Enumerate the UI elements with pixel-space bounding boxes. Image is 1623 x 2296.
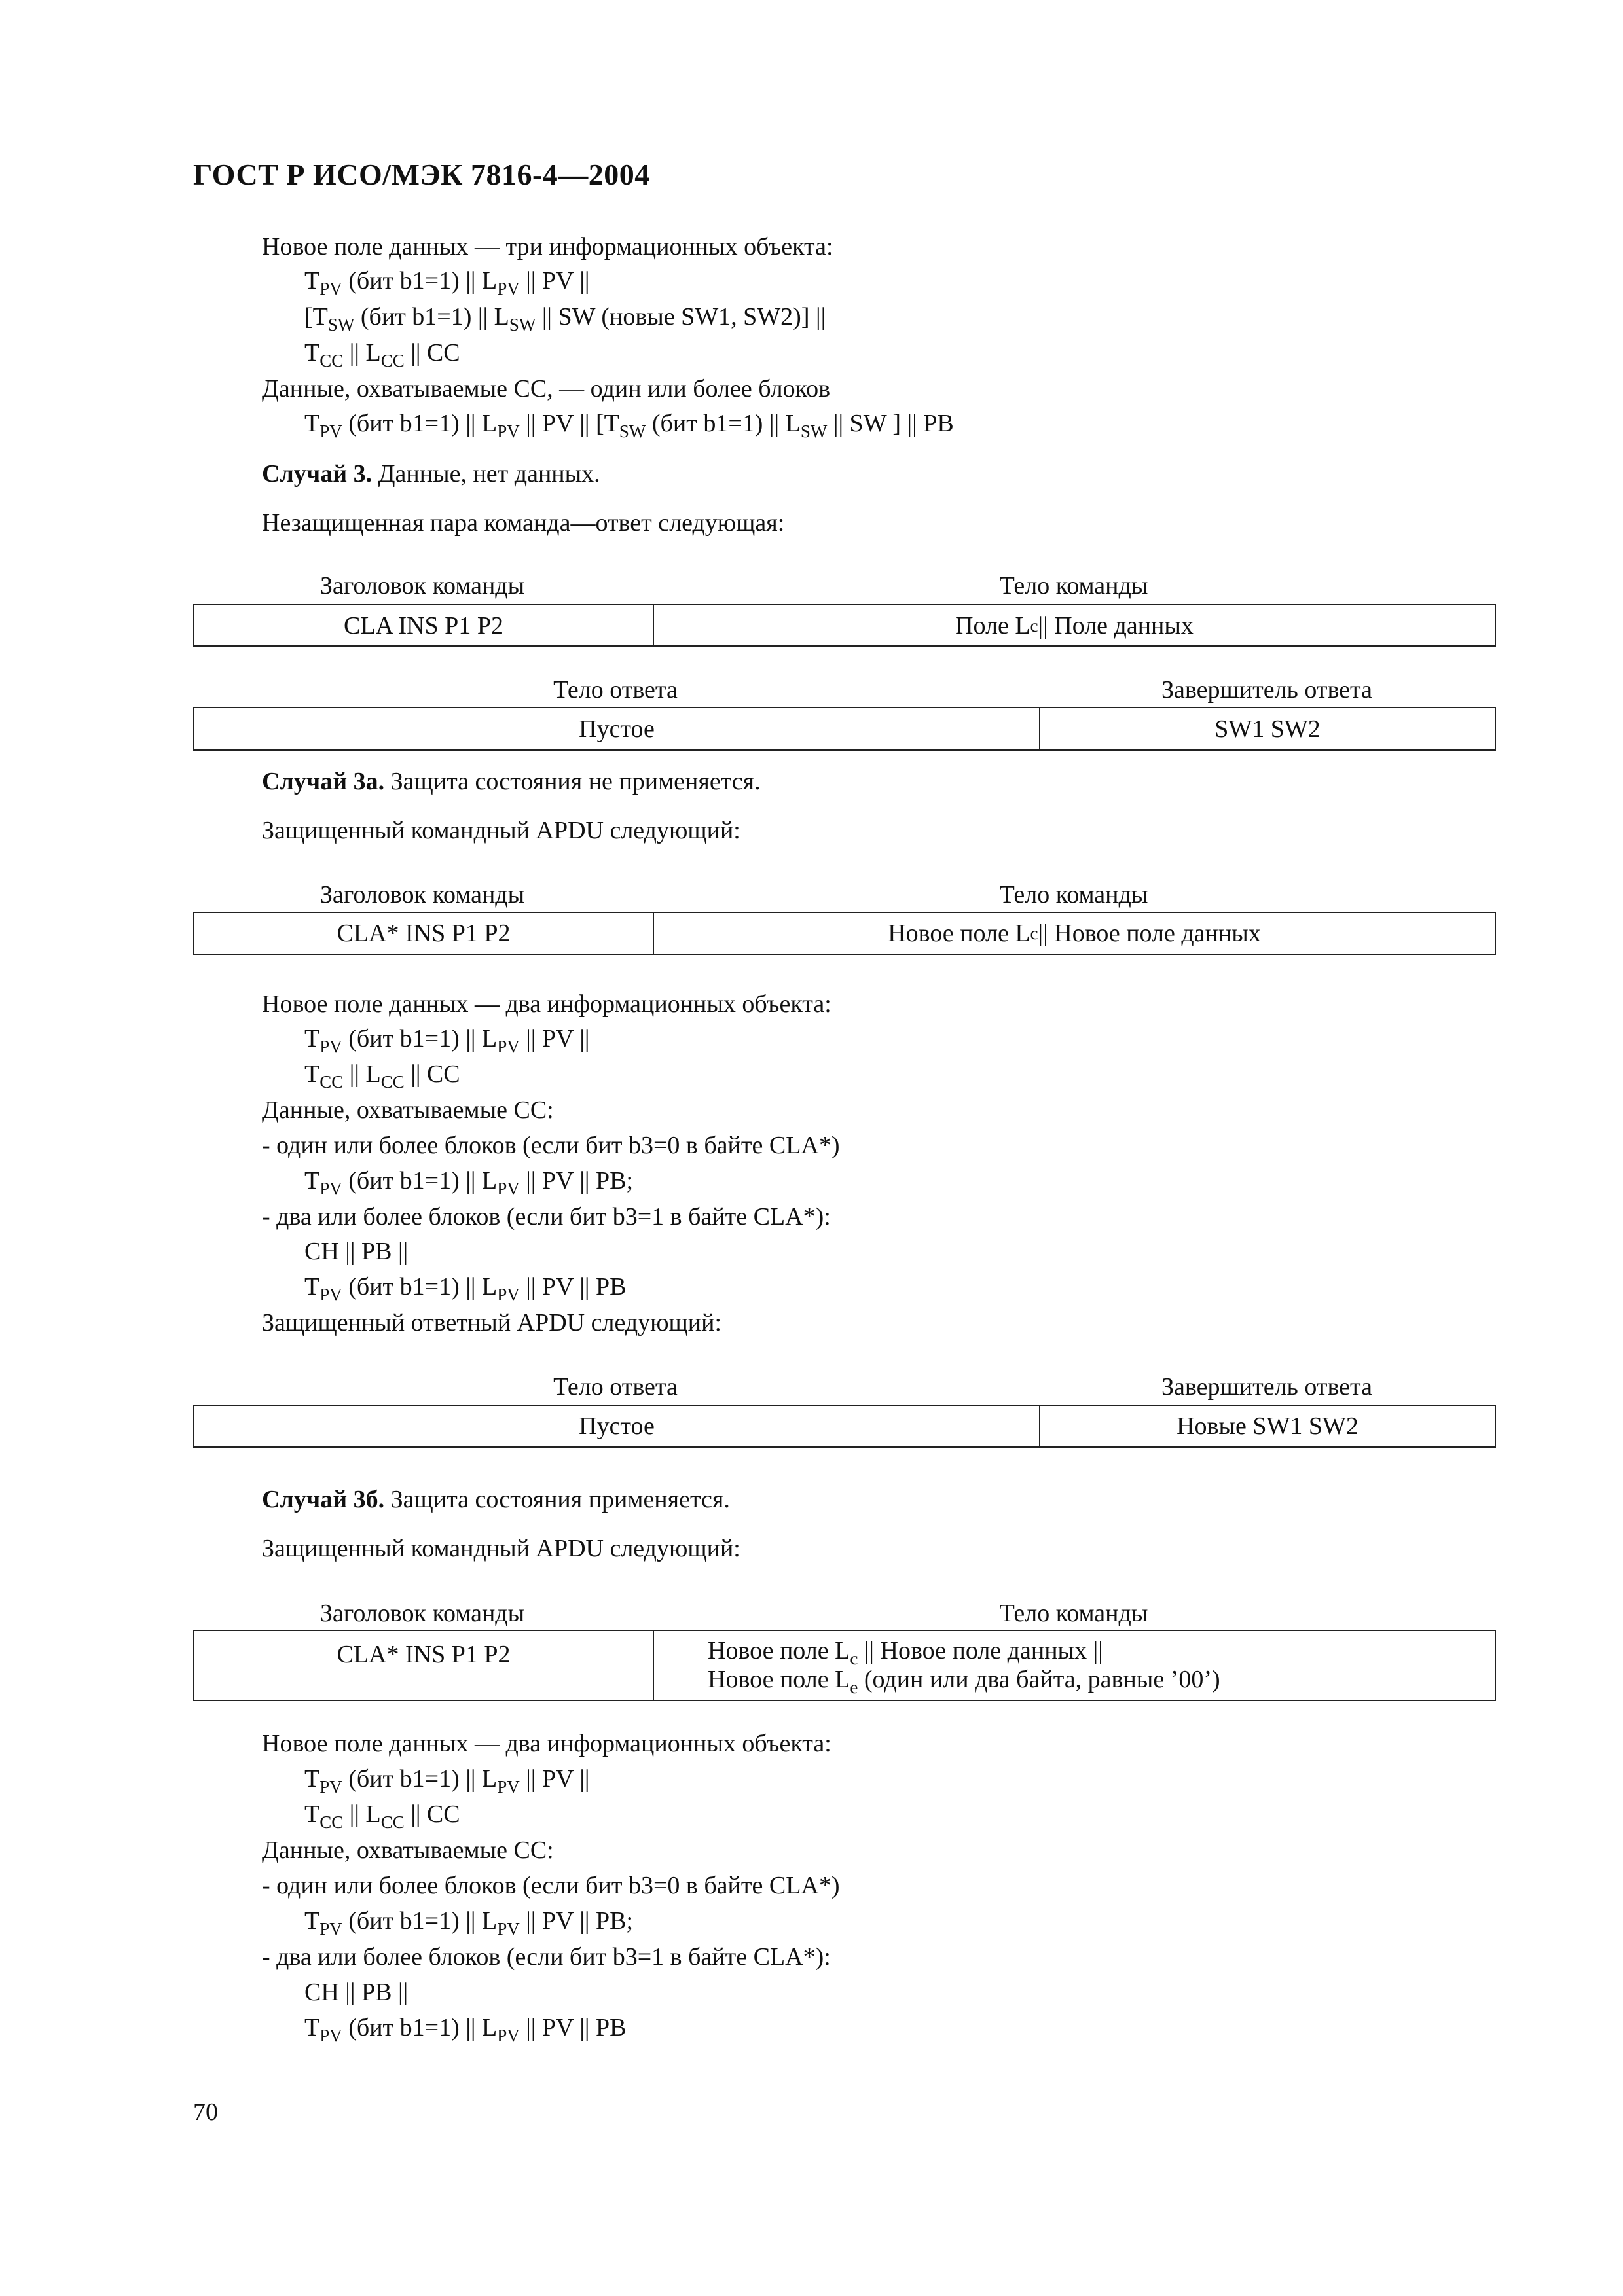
case3a-formula-2: $T_{CC}$ || $L_{CC}$ || CC [304, 1060, 460, 1092]
case3a-formula-1: $T_{PV}$ (бит b1=1) || $L_{PV}$ || PV || [304, 1025, 590, 1056]
block1-intro: Новое поле данных — три информационных объекта: [262, 233, 833, 260]
case3a-option-1: - один или более блоков (если бит b3=0 в байте CLA*) [262, 1132, 840, 1159]
document-header: ГОСТ Р ИСО/МЭК 7816-4—2004 [193, 158, 650, 191]
case3a-cmd-header-label: Заголовок команды [319, 881, 525, 908]
case3b-cmd-header-cell: CLA* INS P1 P2 [337, 1641, 511, 1668]
case3b-formula-4: $T_{PV}$ (бит b1=1) || $L_{PV}$ || PV || PB [304, 2014, 627, 2045]
page-number: 70 [193, 2098, 218, 2126]
case3-resp-body-label: Тело ответа [553, 676, 678, 704]
case3b-command-table [193, 1630, 1496, 1701]
case3-pair-label: Незащищенная пара команда—ответ следующая: [262, 509, 785, 537]
block1-formula-2: [$T_{SW}$ (бит b1=1) || $L_{SW}$ || SW (новые SW1, SW2)] || [304, 303, 826, 334]
case3b-formula-3: $T_{PV}$ (бит b1=1) || $L_{PV}$ || PV || PB; [304, 1907, 634, 1939]
case3a-secure-cmd-label: Защищенный командный APDU следующий: [262, 817, 740, 844]
case3a-response-table [193, 1405, 1496, 1448]
case3b-title: Случай 3б. Защита состояния применяется. [262, 1486, 730, 1513]
case3a-resp-trailer-label: Завершитель ответа [1161, 1373, 1372, 1401]
block1-formula-1: $T_{PV}$ (бит b1=1) || $L_{PV}$ || PV || [304, 267, 590, 298]
block1-formula-3: $T_{CC}$ || $L_{CC}$ || CC [304, 339, 460, 370]
case3a-resp-body-label: Тело ответа [553, 1373, 678, 1401]
block1-covered: Данные, охватываемые СС, — один или более блоков [262, 375, 831, 403]
case3-resp-body-cell: Пустое [579, 715, 655, 743]
case3a-intro: Новое поле данных — два информационных объекта: [262, 990, 831, 1018]
case3-command-table [193, 604, 1496, 647]
case3a-secure-resp-label: Защищенный ответный APDU следующий: [262, 1309, 722, 1336]
case3a-resp-body-cell: Пустое [579, 1412, 655, 1440]
case3b-option-2: - два или более блоков (если бит b3=1 в байте CLA*): [262, 1943, 831, 1971]
case3b-option-1: - один или более блоков (если бит b3=0 в байте CLA*) [262, 1872, 840, 1899]
case3a-cmd-body-cell: Новое поле L c || Новое поле данных [653, 913, 1495, 954]
case3b-intro: Новое поле данных — два информационных объекта: [262, 1730, 831, 1757]
case3b-ch: CH || PB || [304, 1979, 409, 2006]
case3b-covered: Данные, охватываемые СС: [262, 1837, 554, 1864]
case3b-formula-2: $T_{CC}$ || $L_{CC}$ || CC [304, 1801, 460, 1832]
case3a-cmd-header-cell: CLA* INS P1 P2 [337, 920, 511, 947]
case3b-cmd-header-label: Заголовок команды [319, 1600, 525, 1627]
case3a-command-table [193, 912, 1496, 955]
case3a-cmd-body-label: Тело команды [999, 881, 1148, 908]
case3a-title: Случай 3а. Защита состояния не применяется. [262, 768, 761, 795]
case3b-secure-cmd-label: Защищенный командный APDU следующий: [262, 1535, 740, 1562]
case3b-cmd-body-line-1: Новое поле $L_c$ || Новое поле данных || [708, 1636, 1103, 1668]
case3-response-table [193, 707, 1496, 751]
case3b-cmd-body-cell [653, 1631, 1495, 1700]
case3b-cmd-body-line-2: Новое поле $L_e$ (один или два байта, равные ’00’) [708, 1665, 1220, 1697]
case3a-formula-3: $T_{PV}$ (бит b1=1) || $L_{PV}$ || PV || PB; [304, 1167, 634, 1198]
block1-formula-4: $T_{PV}$ (бит b1=1) || $L_{PV}$ || PV || [$T_{SW}$ (бит b1=1) || $L_{SW}$ || SW ] || PB [304, 410, 954, 441]
case3-title: Случай 3. Данные, нет данных. [262, 460, 600, 488]
case3-resp-trailer-label: Завершитель ответа [1161, 676, 1372, 704]
case3b-cmd-body-label: Тело команды [999, 1600, 1148, 1627]
case3a-resp-trailer-cell: Новые SW1 SW2 [1039, 1406, 1495, 1446]
case3-cmd-header-label: Заголовок команды [319, 572, 525, 600]
case3-cmd-body-cell: Поле L c || Поле данных [653, 605, 1495, 645]
case3-cmd-header-cell: CLA INS P1 P2 [344, 611, 503, 639]
case3-cmd-body-label: Тело команды [999, 572, 1148, 600]
case3-resp-trailer-cell: SW1 SW2 [1039, 708, 1495, 749]
case3a-option-2: - два или более блоков (если бит b3=1 в байте CLA*): [262, 1203, 831, 1230]
case3a-covered: Данные, охватываемые СС: [262, 1096, 554, 1124]
case3a-ch: CH || PB || [304, 1238, 409, 1265]
case3b-formula-1: $T_{PV}$ (бит b1=1) || $L_{PV}$ || PV || [304, 1765, 590, 1797]
case3a-formula-4: $T_{PV}$ (бит b1=1) || $L_{PV}$ || PV || PB [304, 1273, 627, 1304]
